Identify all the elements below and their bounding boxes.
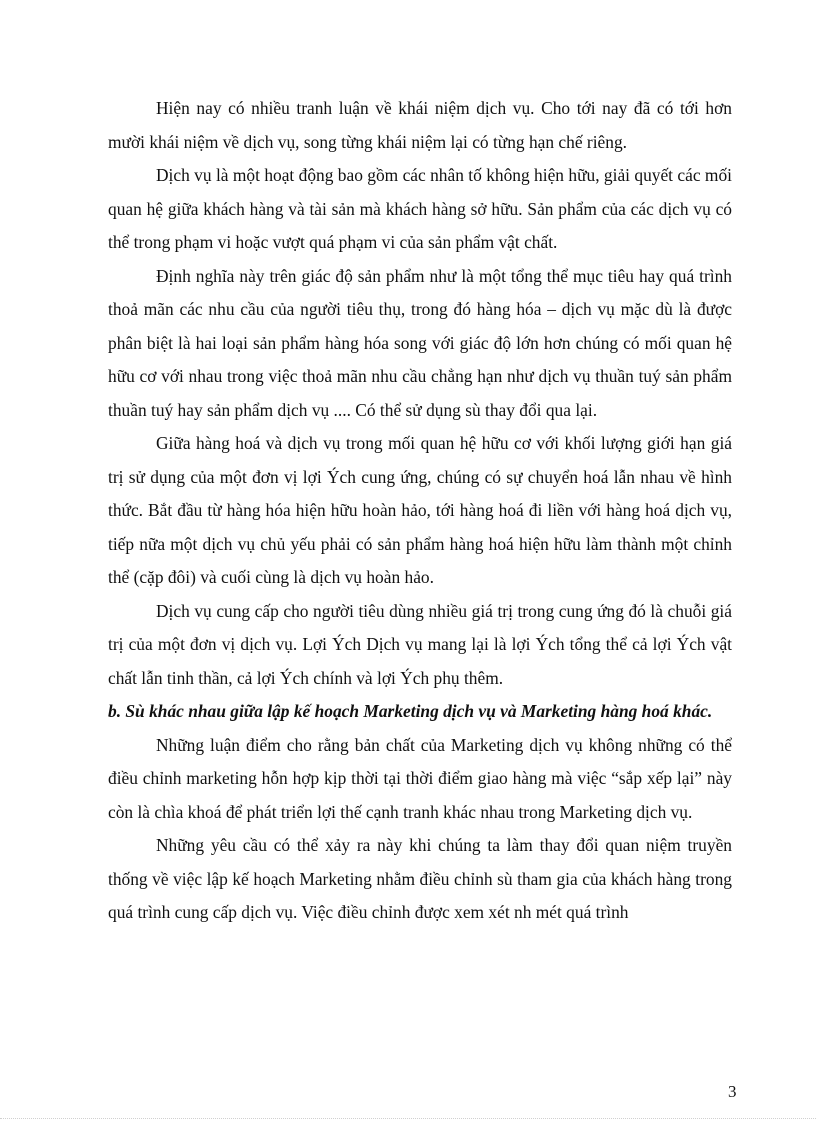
paragraph: Dịch vụ là một hoạt động bao gồm các nhân tố không hiện hữu, giải quyết các mối quan hệ giữa khách hàng và tài sản mà khách hàng sở hữu. Sản phẩm của các dịch vụ có thể trong phạm vi hoặc vượt quá phạm vi của sản phẩm vật chất. (108, 165, 732, 252)
page-bottom-divider (0, 1118, 816, 1119)
paragraph: Giữa hàng hoá và dịch vụ trong mối quan hệ hữu cơ với khối lượng giới hạn giá trị sử dụng của một đơn vị lợi Ých cung ứng, chúng có sự chuyển hoá lẫn nhau về hình thức. Bắt đầu từ hàng hóa hiện hữu hoàn hảo, tới hàng hoá đi liền với hàng hoá dịch vụ, tiếp nữa một dịch vụ chủ yếu phải có sản phẩm hàng hoá hiện hữu làm thành một chỉnh thể (cặp đôi) và cuối cùng là dịch vụ hoàn hảo. (108, 433, 732, 587)
body-text (108, 92, 732, 930)
paragraph: Dịch vụ cung cấp cho người tiêu dùng nhiều giá trị trong cung ứng đó là chuỗi giá trị của một đơn vị dịch vụ. Lợi Ých Dịch vụ mang lại là lợi Ých tổng thể cả lợi Ých vật chất lẫn tinh thần, cả lợi Ých chính và lợi Ých phụ thêm. (108, 600, 732, 688)
paragraph: Những luận điểm cho rằng bản chất của Marketing dịch vụ không những có thể điều chỉnh marketing hỗn hợp kịp thời tại thời điểm giao hàng mà việc “sắp xếp lại” này còn là chìa khoá để phát triển lợi thế cạnh tranh khác nhau trong Marketing dịch vụ. (108, 734, 732, 822)
paragraph: Những yêu cầu có thể xảy ra này khi chúng ta làm thay đổi quan niệm truyền thống về việc lập kế hoạch Marketing nhằm điều chỉnh sù tham gia của khách hàng trong quá trình cung cấp dịch vụ. Việc điều chỉnh được xem xét nh mét quá trình (108, 835, 732, 922)
page-number: 3 (728, 1082, 737, 1101)
paragraph: Định nghĩa này trên giác độ sản phẩm như là một tổng thể mục tiêu hay quá trình thoả mãn các nhu cầu của người tiêu thụ, trong đó hàng hóa – dịch vụ mặc dù là được phân biệt là hai loại sản phẩm hàng hóa song với giác độ lớn hơn chúng có mối quan hệ hữu cơ với nhau trong việc thoả mãn nhu cầu chẳng hạn như dịch vụ thuần tuý sản phẩm thuần tuý hay sản phẩm dịch vụ .... Có thể sử dụng sù thay đổi qua lại. (108, 265, 732, 420)
section-heading: b. Sù khác nhau giữa lập kế hoạch Marketing dịch vụ và Marketing hàng hoá khác. (108, 701, 713, 721)
paragraph: Hiện nay có nhiều tranh luận về khái niệm dịch vụ. Cho tới nay đã có tới hơn mười khái niệm về dịch vụ, song từng khái niệm lại có từng hạn chế riêng. (108, 98, 732, 152)
